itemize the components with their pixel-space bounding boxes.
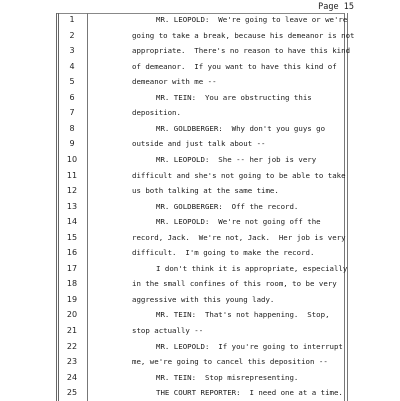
- line-text: deposition.: [132, 108, 181, 118]
- transcript-line: [0, 168, 400, 184]
- line-text: of demeanor. If you want to have this kind of: [132, 61, 337, 71]
- line-number: 13: [66, 201, 78, 211]
- line-text: us both talking at the same time.: [132, 186, 279, 196]
- transcript-line: [0, 214, 400, 230]
- transcript-line: [0, 121, 400, 137]
- line-number: 10: [66, 154, 78, 164]
- transcript-line: [0, 90, 400, 106]
- transcript-line: [0, 105, 400, 121]
- line-number: 21: [66, 326, 78, 335]
- line-text: MR. GOLDBERGER: Why don't you guys go: [156, 123, 326, 133]
- line-number: 20: [66, 310, 78, 320]
- line-text: demeanor with me --: [132, 77, 217, 87]
- line-text: MR. GOLDBERGER: Off the record.: [156, 201, 299, 211]
- line-number: 1: [69, 15, 75, 24]
- line-text: difficult. I'm going to make the record.: [132, 248, 315, 258]
- line-text: MR. LEOPOLD: We're going to leave or we're: [156, 15, 348, 24]
- line-number: 17: [66, 263, 78, 273]
- line-text: record, Jack. We're not, Jack. Her job is very: [132, 232, 346, 242]
- transcript-line: [0, 230, 400, 246]
- line-text: MR. LEOPOLD: She -- her job is very: [156, 154, 317, 164]
- page-number-label: Page 15: [318, 2, 354, 12]
- line-number: 18: [66, 279, 78, 289]
- transcript-line: [0, 152, 400, 168]
- line-number: 7: [69, 108, 75, 118]
- line-text: MR. LEOPOLD: We're not going off the: [156, 217, 321, 227]
- line-number: 9: [69, 139, 75, 149]
- line-number: 25: [66, 388, 78, 398]
- line-text: going to take a break, because his demeanor is not: [132, 30, 355, 40]
- line-text: MR. TEIN: That's not happening. Stop,: [156, 310, 330, 320]
- transcript-line: [0, 292, 400, 308]
- line-number: 24: [66, 372, 78, 382]
- line-text: MR. TEIN: Stop misrepresenting.: [156, 372, 299, 382]
- transcript-line: [0, 43, 400, 59]
- line-number: 14: [66, 217, 78, 227]
- line-text: MR. LEOPOLD: If you're going to interrupt: [156, 341, 343, 351]
- line-number: 5: [69, 77, 75, 87]
- transcript-line: [0, 339, 400, 355]
- line-number: 16: [66, 248, 78, 258]
- transcript-line: [0, 245, 400, 261]
- line-text: I don't think it is appropriate, especially: [156, 263, 348, 273]
- line-number: 4: [69, 61, 75, 71]
- line-number: 22: [66, 341, 78, 351]
- line-text: me, we're going to cancel this deposition --: [132, 357, 328, 367]
- line-number: 19: [66, 294, 78, 304]
- transcript-line: [0, 12, 400, 28]
- transcript-line: [0, 199, 400, 215]
- line-number: 8: [69, 123, 75, 133]
- line-number: 12: [66, 186, 78, 196]
- line-number: 15: [66, 232, 78, 242]
- transcript-line: [0, 307, 400, 323]
- line-number: 6: [69, 92, 75, 102]
- transcript-line: [0, 276, 400, 292]
- line-text: outside and just talk about --: [132, 139, 266, 149]
- transcript-line: [0, 28, 400, 44]
- line-number: 2: [69, 30, 75, 40]
- line-text: THE COURT REPORTER: I need one at a time.: [156, 388, 343, 398]
- transcript-line: [0, 59, 400, 75]
- transcript-line: [0, 354, 400, 370]
- line-text: appropriate. There's no reason to have this kind: [132, 46, 351, 56]
- line-number: 3: [69, 46, 75, 56]
- transcript-line: [0, 183, 400, 199]
- transcript-line: [0, 385, 400, 401]
- line-text: MR. TEIN: You are obstructing this: [156, 92, 312, 102]
- transcript-line: [0, 370, 400, 386]
- transcript-line: [0, 136, 400, 152]
- line-number: 11: [66, 170, 78, 180]
- line-text: stop actually --: [132, 326, 204, 335]
- transcript-line: [0, 74, 400, 90]
- transcript-line: [0, 261, 400, 277]
- line-number: 23: [66, 357, 78, 367]
- line-text: aggressive with this young lady.: [132, 294, 275, 304]
- line-text: difficult and she's not going to be able to take: [132, 170, 346, 180]
- line-text: in the small confines of this room, to be very: [132, 279, 337, 289]
- transcript-line: [0, 323, 400, 339]
